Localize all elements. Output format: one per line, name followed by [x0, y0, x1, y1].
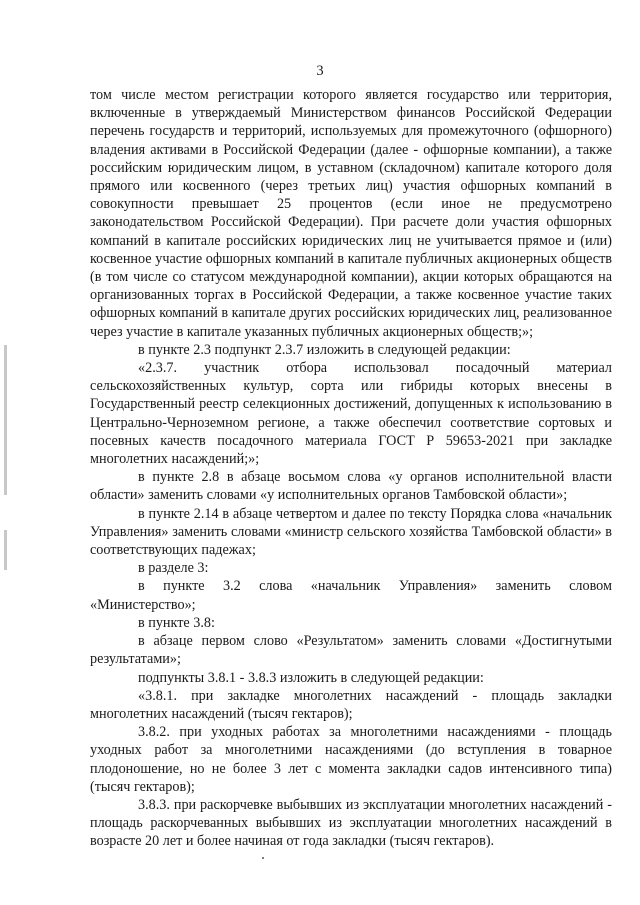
scan-margin-mark [4, 530, 7, 570]
page-number: 3 [316, 63, 324, 79]
document-body [90, 86, 612, 851]
paragraph-subclauses-3-8: подпункты 3.8.1 - 3.8.3 изложить в следующей редакции: [138, 669, 484, 686]
paragraph-clause-2-3: в пункте 2.3 подпункт 2.3.7 изложить в следующей редакции: [138, 341, 511, 358]
scan-margin-mark [4, 345, 7, 495]
paragraph-offshore-definition: том числе местом регистрации которого является государство или территория, включенные в утверждаемый Министерством финансов Российской Федерации перечень государств и территорий, используемых для промежуточного (офшорного) владения активами в Российской Федерации (далее - офшорные компании), а также российским юридическим лицом, в уставном (складочном) капитале которого доля прямого или косвенного (через третьих лиц) участия офшорных компаний в совокупности превышает 25 процентов (если иное не предусмотрено законодательством Российской Федерации). При расчете доли участия офшорных компаний в капитале российских юридических лиц не учитывается прямое и (или) косвенное участие офшорных компаний в капитале публичных акционерных обществ (в том числе со статусом международной компании), акции которых обращаются на организованных торгах в Российской Федерации, а также косвенное участие таких офшорных компаний в капитале других российских юридических лиц, реализованное через участие в капитале указанных публичных акционерных обществ;»; [90, 87, 612, 340]
scan-speck [262, 857, 264, 859]
paragraph-clause-3-8-2: 3.8.2. при уходных работах за многолетними насаждениями - площадь уходных работ за многолетними насаждениями (до вступления в товарное плодоношение, но не более 3 лет с момента закладки садов интенсивного типа) (тысяч гектаров); [90, 724, 612, 795]
paragraph-clause-2-14: в пункте 2.14 в абзаце четвертом и далее по тексту Порядка слова «начальник Управления» заменить словами «министр сельского хозяйства Тамбовской области» в соответствующих падежах; [90, 505, 612, 559]
paragraph-clause-3-2: в пункте 3.2 слова «начальник Управления» заменить словом «Министерство»; [90, 578, 612, 613]
paragraph-clause-3-8-first: в абзаце первом слово «Результатом» заменить словами «Достигнутыми результатами»; [90, 633, 612, 668]
paragraph-clause-3-8-1: «3.8.1. при закладке многолетних насаждений - площадь закладки многолетних насаждений (тысяч гектаров); [90, 687, 612, 722]
paragraph-clause-2-8: в пункте 2.8 в абзаце восьмом слова «у органов исполнительной власти области» заменить словами «у исполнительных органов Тамбовской области»; [90, 469, 612, 504]
paragraph-clause-2-3-7: «2.3.7. участник отбора использовал посадочный материал сельскохозяйственных культур, сорта или гибриды которых внесены в Государственный реестр селекционных достижений, допущенных к использованию в Центрально-Черноземном регионе, а также обеспечил соответствие сортовых и посевных качеств посадочного материала ГОСТ Р 59653-2021 при закладке многолетних насаждений;»; [90, 360, 612, 468]
paragraph-clause-3-8: в пункте 3.8: [138, 614, 215, 631]
paragraph-clause-3-8-3: 3.8.3. при раскорчевке выбывших из эксплуатации многолетних насаждений - площадь раскорчеванных выбывших из эксплуатации многолетних насаждений в возрасте 20 лет и более начиная от года закладки (тысяч гектаров). [90, 796, 612, 850]
paragraph-section-3: в разделе 3: [138, 560, 209, 577]
